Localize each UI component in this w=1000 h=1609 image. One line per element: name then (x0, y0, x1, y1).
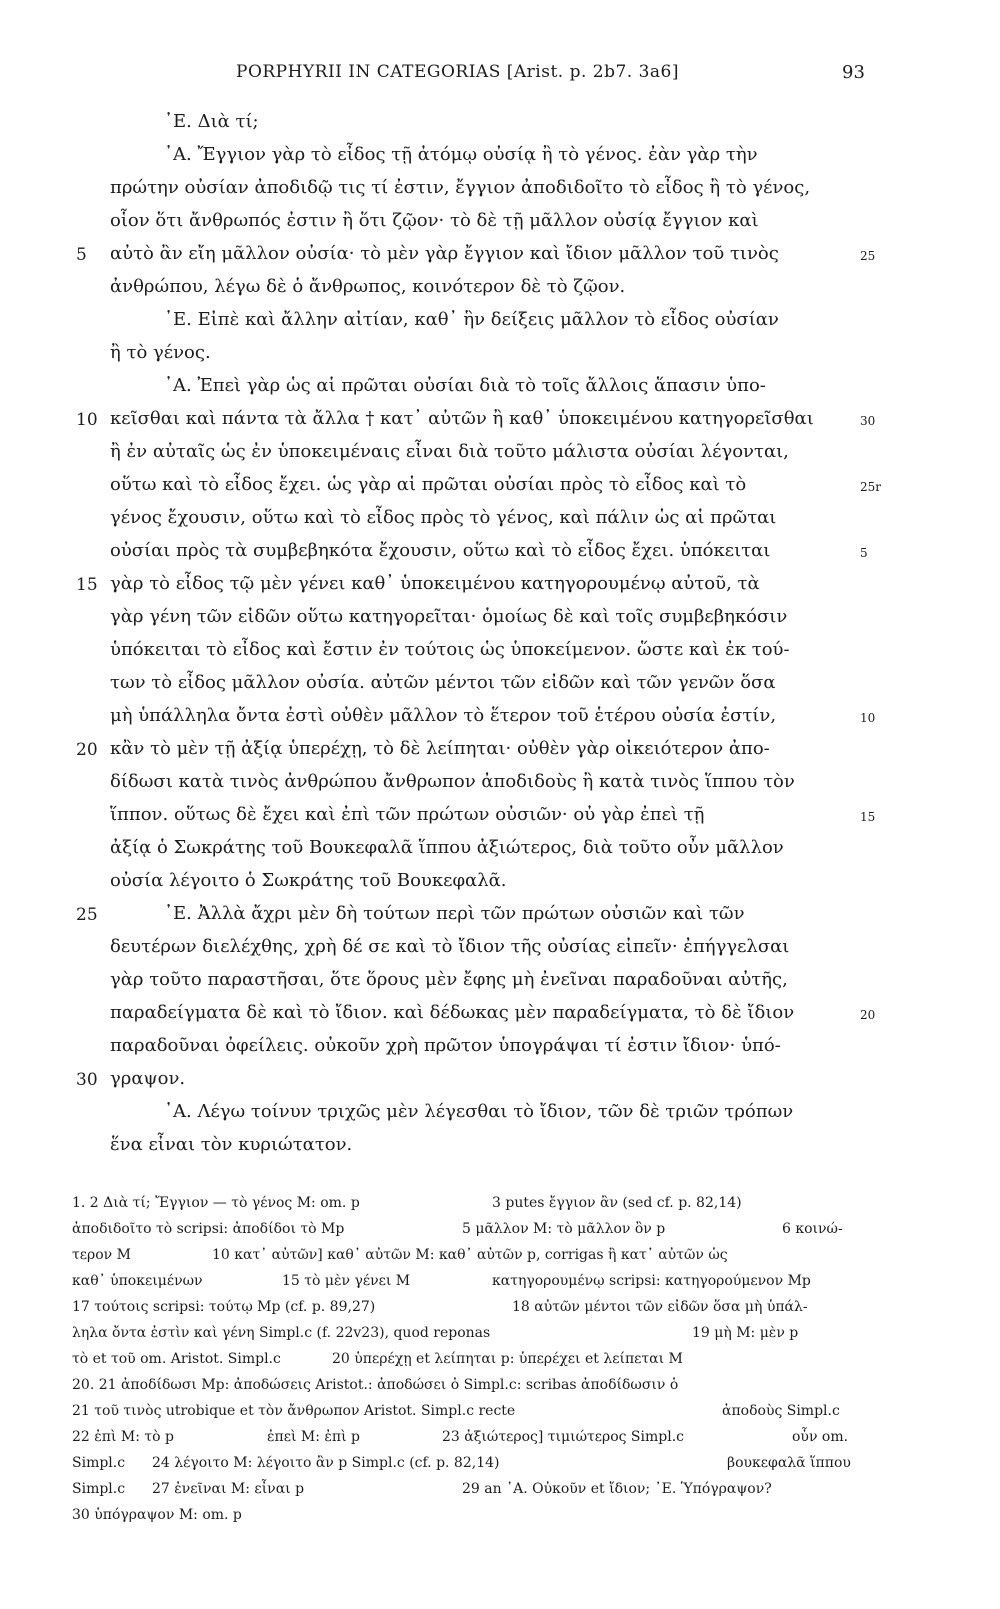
note-line (72, 1350, 872, 1370)
note-segment: 18 αὐτῶν μέντοι τῶν εἰδῶν ὅσα μὴ ὑπάλ- (512, 1299, 808, 1315)
line-number: 15 (860, 810, 876, 824)
note-segment: ἀποδιδοῖτο τὸ scripsi: ἀποδίδοι τὸ Mp (72, 1221, 345, 1237)
note-segment: ἀποδοὺς Simpl.c (722, 1403, 840, 1419)
line-number: 25 (76, 905, 98, 925)
note-segment: 22 ἐπὶ M: τὸ p (72, 1429, 175, 1445)
text-line: παραδείγματα δὲ καὶ τὸ ἴδιον. καὶ δέδωκας μὲν παραδείγματα, τὸ δὲ ἴδιον (110, 1002, 795, 1023)
line-number: 30 (76, 1070, 98, 1090)
text-line: των τὸ εἶδος μᾶλλον οὐσία. αὐτῶν μέντοι τῶν εἰδῶν καὶ τῶν γενῶν ὅσα (110, 672, 776, 693)
text-line: ᾿Ε. Ἀλλὰ ἄχρι μὲν δὴ τούτων περὶ τῶν πρώτων οὐσιῶν καὶ τῶν (164, 903, 745, 924)
note-segment: 27 ἐνεῖναι M: εἶναι p (152, 1481, 305, 1497)
text-line: κεῖσθαι καὶ πάντα τὰ ἄλλα † κατ᾿ αὐτῶν ἢ καθ᾿ ὑποκειμένου κατηγορεῖσθαι (110, 408, 814, 429)
text-line: γραψον. (110, 1068, 186, 1089)
note-segment: 17 τούτοις scripsi: τούτῳ Mp (cf. p. 89,27) (72, 1299, 376, 1315)
line-number: 25 (860, 249, 876, 263)
note-segment: 10 κατ᾿ αὐτῶν] καθ᾿ αὐτῶν M: καθ᾿ αὐτῶν p, corrigas ἢ κατ᾿ αὐτῶν ὡς (212, 1247, 728, 1263)
note-line (72, 1246, 872, 1266)
note-segment: 30 ὑπόγραψον M: om. p (72, 1507, 242, 1523)
text-line: ᾿Α. Λέγω τοίνυν τριχῶς μὲν λέγεσθαι τὸ ἴδιον, τῶν δὲ τριῶν τρόπων (164, 1101, 794, 1122)
line-number: 30 (860, 414, 876, 428)
note-segment: 6 κοινώ- (782, 1221, 843, 1237)
note-line (72, 1272, 872, 1292)
text-line: ᾿Ε. Εἰπὲ καὶ ἄλλην αἰτίαν, καθ᾿ ἣν δείξεις μᾶλλον τὸ εἶδος οὐσίαν (164, 309, 779, 330)
text-line: οὐσίαι πρὸς τὰ συμβεβηκότα ἔχουσιν, οὕτω καὶ τὸ εἶδος ἔχει. ὑπόκειται (110, 540, 771, 561)
text-line: αὐτὸ ἂν εἴη μᾶλλον οὐσία· τὸ μὲν γὰρ ἔγγιον καὶ ἴδιον μᾶλλον τοῦ τινὸς (110, 243, 779, 264)
note-line (72, 1402, 872, 1422)
note-segment: 20. 21 ἀποδίδωσι Mp: ἀποδώσεις Aristot.: ἀποδώσει ὁ Simpl.c: scribas ἀποδίδωσιν ὁ (72, 1377, 679, 1393)
note-line (72, 1480, 872, 1500)
note-line (72, 1298, 872, 1318)
note-segment: 19 μὴ M: μὲν p (692, 1325, 799, 1341)
text-line: οὕτω καὶ τὸ εἶδος ἔχει. ὡς γὰρ αἱ πρῶται οὐσίαι πρὸς τὸ εἶδος καὶ τὸ (110, 474, 747, 495)
note-line (72, 1194, 872, 1214)
line-number: 25r (860, 480, 882, 494)
note-segment: οὖν om. (792, 1429, 849, 1445)
note-segment: καθ᾿ ὑποκειμένων (72, 1273, 203, 1289)
text-line: παραδοῦναι ὀφείλεις. οὐκοῦν χρὴ πρῶτον ὑπογράψαι τί ἐστιν ἴδιον· ὑπό- (110, 1035, 781, 1056)
line-number: 20 (76, 740, 98, 760)
note-segment: Simpl.c (72, 1455, 126, 1471)
text-line: γένος ἔχουσιν, οὕτω καὶ τὸ εἶδος πρὸς τὸ γένος, καὶ πάλιν ὡς αἱ πρῶται (110, 507, 777, 528)
text-line: ᾿Α. Ἐπεὶ γὰρ ὡς αἱ πρῶται οὐσίαι διὰ τὸ τοῖς ἄλλοις ἅπασιν ὑπο- (164, 375, 766, 396)
line-number: 15 (76, 575, 98, 595)
text-line: ᾿Α. Ἔγγιον γὰρ τὸ εἶδος τῇ ἀτόμῳ οὐσίᾳ ἢ τὸ γένος. ἐὰν γὰρ τὴν (164, 144, 758, 165)
text-line: κἂν τὸ μὲν τῇ ἀξίᾳ ὑπερέχῃ, τὸ δὲ λείπηται· οὐθὲν γὰρ οἰκειότερον ἀπο- (110, 738, 770, 759)
header-title: PORPHYRII IN CATEGORIAS [Arist. p. 2b7. 3a6] (236, 62, 679, 82)
text-line: ἵππον. οὕτως δὲ ἔχει καὶ ἐπὶ τῶν πρώτων οὐσιῶν· οὐ γὰρ ἐπεὶ τῇ (110, 804, 705, 825)
text-line: ὑπόκειται τὸ εἶδος καὶ ἔστιν ἐν τούτοις ὡς ὑποκείμενον. ὥστε καὶ ἐκ τού- (110, 639, 790, 660)
text-line: ἕνα εἶναι τὸν κυριώτατον. (110, 1134, 353, 1155)
note-segment: τὸ et τοῦ om. Aristot. Simpl.c (72, 1351, 281, 1367)
note-segment: 24 λέγοιτο M: λέγοιτο ἂν p Simpl.c (cf. p. 82,14) (152, 1455, 500, 1471)
note-segment: 21 τοῦ τινὸς utrobique et τὸν ἄνθρωπον Aristot. Simpl.c recte (72, 1403, 516, 1419)
line-number: 5 (860, 546, 868, 560)
text-line: πρώτην οὐσίαν ἀποδιδῷ τις τί ἐστιν, ἔγγιον ἀποδιδοῖτο τὸ εἶδος ἢ τὸ γένος, (110, 177, 811, 198)
note-segment: 1. 2 Διὰ τί; Ἔγγιον — τὸ γένος M: om. p (72, 1195, 360, 1211)
note-line (72, 1220, 872, 1240)
note-segment: ἐπεὶ M: ἐπὶ p (267, 1429, 361, 1445)
text-line: δευτέρων διελέχθης, χρὴ δέ σε καὶ τὸ ἴδιον τῆς οὐσίας εἰπεῖν· ἐπήγγελσαι (110, 936, 790, 957)
note-segment: 29 an ᾿Α. Οὐκοῦν et ἴδιον; ᾿Ε. Ὑπόγραψον? (462, 1481, 772, 1497)
text-line: οἷον ὅτι ἄνθρωπός ἐστιν ἢ ὅτι ζῷον· τὸ δὲ τῇ μᾶλλον οὐσίᾳ ἔγγιον καὶ (110, 210, 759, 231)
note-line (72, 1324, 872, 1344)
text-line: γὰρ τοῦτο παραστῆσαι, ὅτε ὅρους μὲν ἔφης μὴ ἐνεῖναι παραδοῦναι αὐτῆς, (110, 969, 788, 990)
note-segment: 5 μᾶλλον M: τὸ μᾶλλον ὂν p (462, 1221, 666, 1237)
note-line (72, 1454, 872, 1474)
line-number: 20 (860, 1008, 876, 1022)
text-line: δίδωσι κατὰ τινὸς ἀνθρώπου ἄνθρωπον ἀποδιδοὺς ἢ κατὰ τινὸς ἵππου τὸν (110, 771, 795, 792)
note-segment: Simpl.c (72, 1481, 126, 1497)
text-line: μὴ ὑπάλληλα ὄντα ἐστὶ οὐθὲν μᾶλλον τὸ ἕτερον τοῦ ἑτέρου οὐσία ἐστίν, (110, 705, 777, 726)
note-segment: 23 ἀξιώτερος] τιμιώτερος Simpl.c (442, 1429, 685, 1445)
text-line: ἀνθρώπου, λέγω δὲ ὁ ἄνθρωπος, κοινότερον δὲ τὸ ζῷον. (110, 276, 626, 297)
note-segment: βουκεφαλᾶ ἵππου (727, 1455, 851, 1471)
note-line (72, 1506, 872, 1526)
note-segment: ληλα ὄντα ἐστὶν καὶ γένη Simpl.c (f. 22v23), quod reponas (72, 1325, 491, 1341)
text-line: ἢ ἐν αὐταῖς ὡς ἐν ὑποκειμέναις εἶναι διὰ τοῦτο μάλιστα οὐσίαι λέγονται, (110, 441, 789, 462)
line-number: 5 (76, 245, 87, 265)
text-line: ἢ τὸ γένος. (110, 342, 211, 363)
text-line: ἀξίᾳ ὁ Σωκράτης τοῦ Βουκεφαλᾶ ἵππου ἀξιώτερος, διὰ τοῦτο οὖν μᾶλλον (110, 837, 784, 858)
note-segment: 3 putes ἔγγιον ἂν (sed cf. p. 82,14) (492, 1195, 742, 1211)
text-line: οὐσία λέγοιτο ὁ Σωκράτης τοῦ Βουκεφαλᾶ. (110, 870, 507, 891)
text-line: γὰρ γένη τῶν εἰδῶν οὕτω κατηγορεῖται· ὁμοίως δὲ καὶ τοῖς συμβεβηκόσιν (110, 606, 788, 627)
line-number: 10 (860, 711, 876, 725)
note-segment: 20 ὑπερέχῃ et λείπηται p: ὑπερέχει et λείπεται M (332, 1351, 683, 1367)
note-line (72, 1428, 872, 1448)
note-segment: 15 τὸ μὲν γένει M (282, 1273, 411, 1289)
text-line: ᾿Ε. Διὰ τί; (164, 111, 259, 132)
line-number: 10 (76, 410, 98, 430)
note-line (72, 1376, 872, 1396)
note-segment: τερον M (72, 1247, 131, 1263)
running-header (0, 62, 1000, 90)
text-line: γὰρ τὸ εἶδος τῷ μὲν γένει καθ᾿ ὑποκειμένου κατηγορουμένῳ αὐτοῦ, τὰ (110, 573, 760, 594)
page-number: 93 (842, 62, 865, 83)
note-segment: κατηγορουμένῳ scripsi: κατηγορούμενον Mp (492, 1273, 811, 1289)
